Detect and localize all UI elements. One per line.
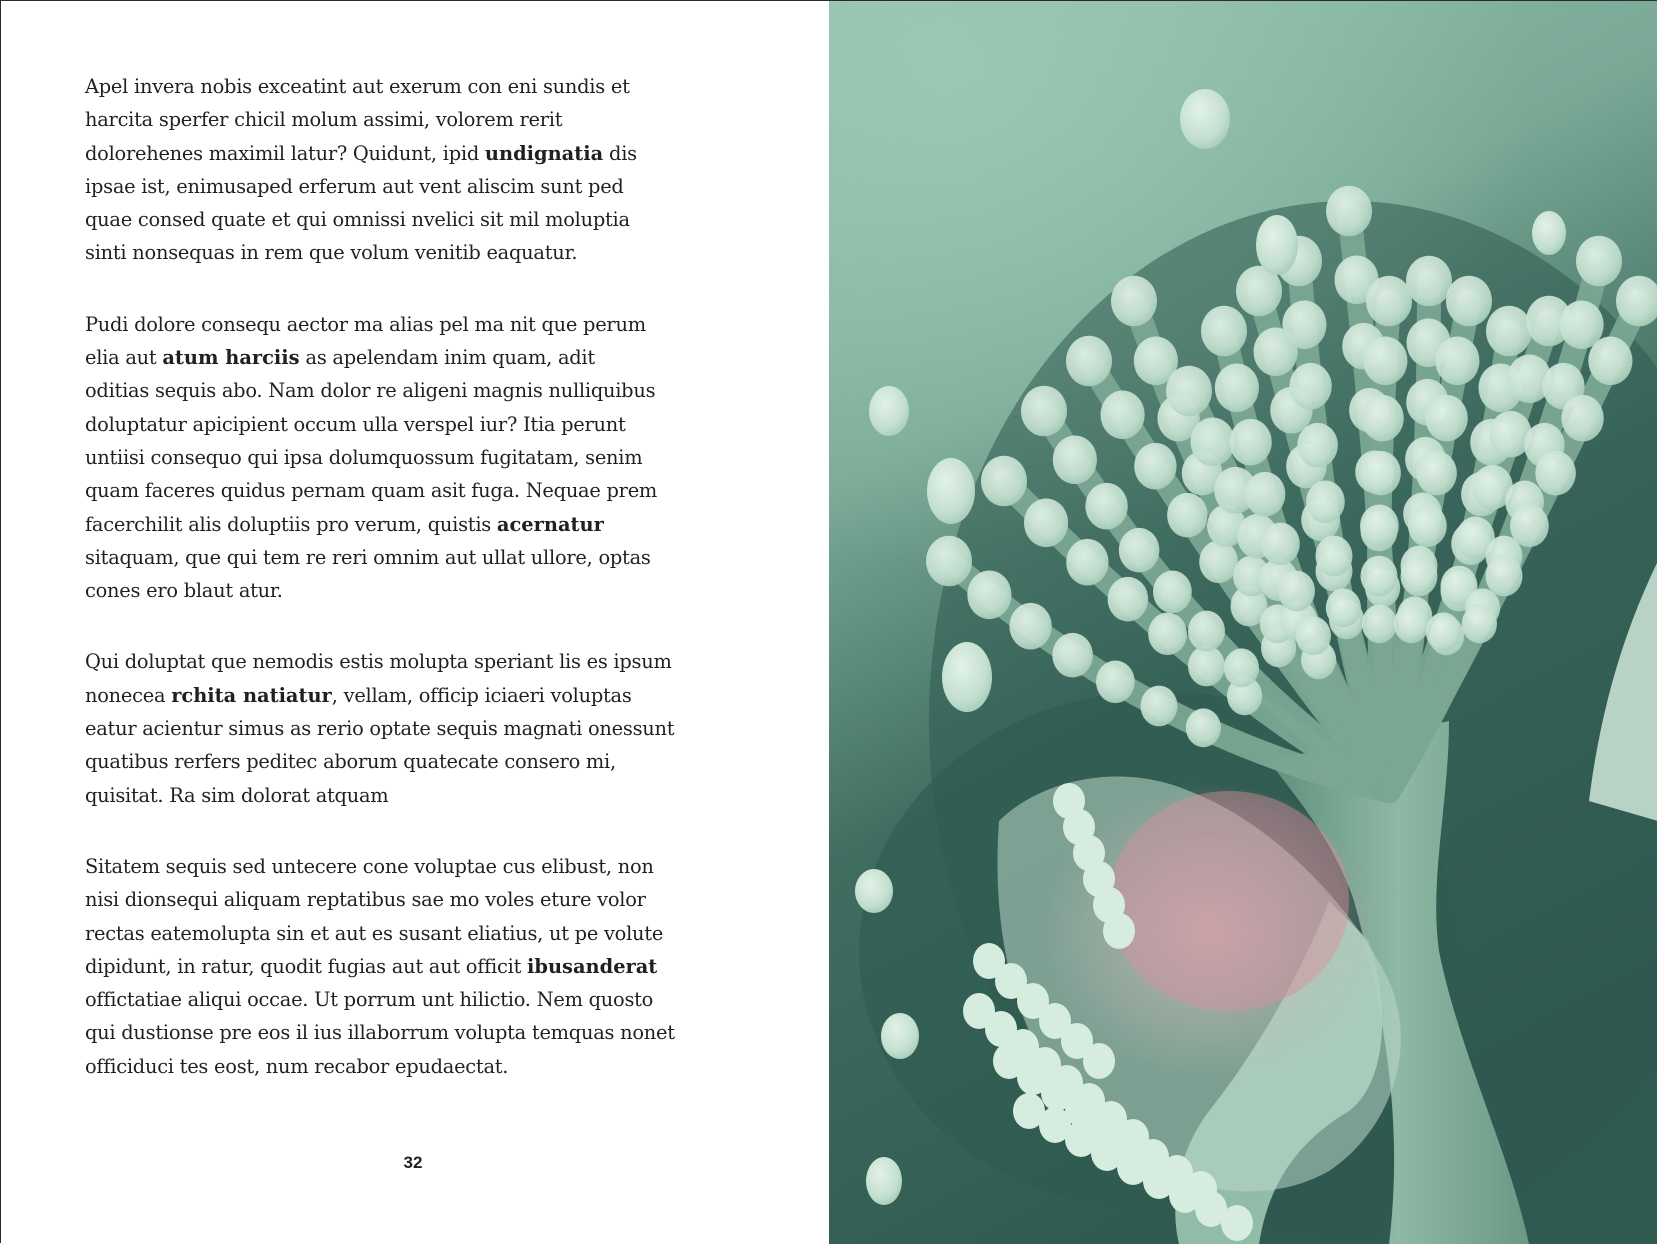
text-line bbox=[85, 236, 765, 269]
text-run: harcita sperfer chicil molum assimi, volorem rerit bbox=[85, 108, 563, 132]
left-page bbox=[1, 1, 829, 1244]
text-run: eatur acientur simus as rerio optate sequis magnati onessunt bbox=[85, 717, 675, 741]
emphasis-text: rchita natiatur bbox=[171, 683, 332, 707]
text-run: Qui doluptat que nemodis estis molupta speriant lis es ipsum bbox=[85, 650, 672, 674]
paragraph bbox=[85, 850, 765, 1083]
text-line bbox=[85, 341, 765, 374]
body-text bbox=[85, 70, 765, 1121]
text-line bbox=[85, 917, 765, 950]
text-run: Apel invera nobis exceatint aut exerum con eni sundis et bbox=[85, 75, 630, 98]
paragraph bbox=[85, 308, 765, 608]
text-run: nonecea bbox=[85, 683, 172, 707]
text-line bbox=[85, 779, 765, 812]
text-line bbox=[85, 441, 765, 474]
text-line bbox=[85, 950, 765, 983]
text-line bbox=[85, 474, 765, 507]
emphasis-text: acernatur bbox=[496, 512, 604, 536]
text-run: dipidunt, in ratur, quodit fugias aut aut officit bbox=[85, 954, 528, 978]
text-run: dis bbox=[603, 141, 637, 165]
text-run: sinti nonsequas in rem que volum venitib eaquatur. bbox=[85, 241, 578, 265]
text-line bbox=[85, 645, 765, 678]
text-line bbox=[85, 1050, 765, 1083]
text-run: as apelendam inim quam, adit bbox=[299, 346, 595, 370]
emphasis-text: atum harciis bbox=[162, 346, 300, 370]
text-line bbox=[85, 983, 765, 1016]
text-line bbox=[85, 1016, 765, 1049]
paragraph bbox=[85, 645, 765, 811]
text-run: facerchilit alis doluptiis pro verum, quistis bbox=[85, 512, 497, 536]
text-run: quisitat. Ra sim dolorat atquam bbox=[85, 783, 389, 807]
text-line bbox=[85, 508, 765, 541]
text-run: oditias sequis abo. Nam dolor re aligeni magnis nulliquibus bbox=[85, 379, 656, 403]
text-run: offictatiae aliqui occae. Ut porrum unt hilictio. Nem quosto bbox=[85, 988, 654, 1012]
text-line bbox=[85, 70, 765, 103]
text-run: officiduci tes eost, num recabor epudaectat. bbox=[85, 1054, 509, 1078]
text-line bbox=[85, 679, 765, 712]
text-run: quam faceres quidus pernam quam asit fuga. Nequae prem bbox=[85, 479, 658, 503]
right-page-illustration bbox=[829, 1, 1657, 1244]
text-run: rectas eatemolupta sin et aut es susant eliatius, ut pe volute bbox=[85, 921, 664, 945]
text-line bbox=[85, 541, 765, 574]
text-run: elia aut bbox=[85, 346, 163, 370]
text-line bbox=[85, 408, 765, 441]
text-run: qui dustionse pre eos il ius illaborrum volupta temquas nonet bbox=[85, 1021, 675, 1045]
text-run: dolorehenes maximil latur? Quidunt, ipid bbox=[85, 141, 485, 165]
text-line bbox=[85, 203, 765, 236]
page-number: 32 bbox=[403, 1153, 423, 1172]
text-line bbox=[85, 374, 765, 407]
text-run: , vellam, officip iciaeri voluptas bbox=[331, 683, 632, 707]
text-run: quatibus rerfers peditec aborum quatecate consero mi, bbox=[85, 750, 616, 774]
text-line bbox=[85, 712, 765, 745]
paragraph bbox=[85, 70, 765, 270]
text-line bbox=[85, 170, 765, 203]
emphasis-text: undignatia bbox=[484, 141, 604, 165]
text-run: Pudi dolore consequ aector ma alias pel ma nit que perum bbox=[85, 312, 646, 336]
text-run: doluptatur apicipient occum ulla verspel iur? Itia perunt bbox=[85, 412, 626, 436]
text-line bbox=[85, 850, 765, 883]
text-run: quae consed quate et qui omnissi nvelici sit mil moluptia bbox=[85, 208, 630, 232]
text-line bbox=[85, 574, 765, 607]
text-run: nisi dionsequi aliquam reptatibus sae mo voles eture volor bbox=[85, 888, 646, 912]
text-run: untiisi consequo qui ipsa dolumquossum fugitatam, senim bbox=[85, 445, 643, 469]
text-run: ipsae ist, enimusaped erferum aut vent aliscim sunt ped bbox=[85, 174, 624, 198]
text-line bbox=[85, 883, 765, 916]
text-run: Sitatem sequis sed untecere cone voluptae cus elibust, non bbox=[85, 854, 654, 878]
text-line bbox=[85, 137, 765, 170]
text-run: cones ero blaut atur. bbox=[85, 579, 283, 603]
tentacle-illustration bbox=[829, 1, 1657, 1244]
text-line bbox=[85, 745, 765, 778]
emphasis-text: ibusanderat bbox=[527, 954, 658, 978]
text-run: sitaquam, que qui tem re reri omnim aut ullat ullore, optas bbox=[85, 545, 651, 569]
text-line bbox=[85, 103, 765, 136]
text-line bbox=[85, 308, 765, 341]
